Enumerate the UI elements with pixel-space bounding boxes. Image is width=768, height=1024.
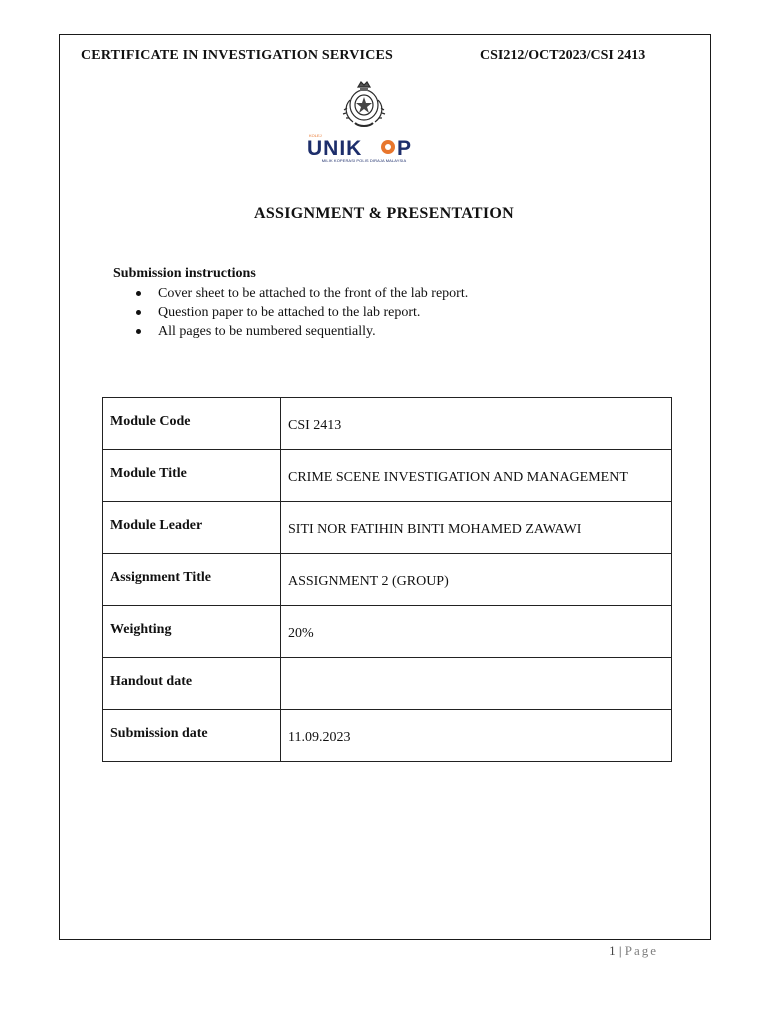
police-crest-icon (341, 78, 387, 130)
module-code-label: Module Code (103, 398, 281, 450)
module-leader-label: Module Leader (103, 502, 281, 554)
course-code: CSI212/OCT2023/CSI 2413 (480, 48, 646, 63)
module-code-value: CSI 2413 (281, 398, 672, 450)
table-row (103, 710, 672, 762)
page-number: 1 (609, 943, 616, 958)
table-row (103, 606, 672, 658)
submission-date-label: Submission date (103, 710, 281, 762)
submission-date-value: 11.09.2023 (281, 710, 672, 762)
instruction-item: Question paper to be attached to the lab report. (158, 303, 468, 322)
module-title-value: CRIME SCENE INVESTIGATION AND MANAGEMENT (281, 450, 672, 502)
instruction-item: All pages to be numbered sequentially. (158, 322, 468, 341)
instructions-list (113, 284, 468, 341)
page-footer (609, 943, 658, 959)
weighting-value: 20% (281, 606, 672, 658)
table-row (103, 502, 672, 554)
program-name: CERTIFICATE IN INVESTIGATION SERVICES (81, 48, 394, 63)
table-row (103, 658, 672, 710)
weighting-label: Weighting (103, 606, 281, 658)
logo-tagline: MILIK KOPERASI POLIS DIRAJA MALAYSIA (321, 158, 407, 163)
module-title-label: Module Title (103, 450, 281, 502)
submission-instructions (113, 266, 468, 341)
module-leader-value: SITI NOR FATIHIN BINTI MOHAMED ZAWAWI (281, 502, 672, 554)
svg-text:P: P (397, 137, 412, 157)
assignment-title-value: ASSIGNMENT 2 (GROUP) (281, 554, 672, 606)
table-row (103, 554, 672, 606)
handout-date-value (281, 658, 672, 710)
svg-text:KOLEJ: KOLEJ (309, 133, 322, 138)
instruction-item: Cover sheet to be attached to the front of the lab report. (158, 286, 469, 301)
svg-text:UNIK: UNIK (307, 137, 363, 157)
instructions-heading: Submission instructions (113, 266, 256, 281)
table-row (103, 398, 672, 450)
page-word: Page (624, 943, 658, 958)
document-title: ASSIGNMENT & PRESENTATION (254, 205, 514, 222)
table-row (103, 450, 672, 502)
handout-date-label: Handout date (103, 658, 281, 710)
footer-separator: | (618, 943, 622, 958)
unikop-wordmark (305, 133, 423, 157)
module-details-table (102, 397, 672, 762)
assignment-title-label: Assignment Title (103, 554, 281, 606)
unikop-logo (305, 78, 423, 168)
